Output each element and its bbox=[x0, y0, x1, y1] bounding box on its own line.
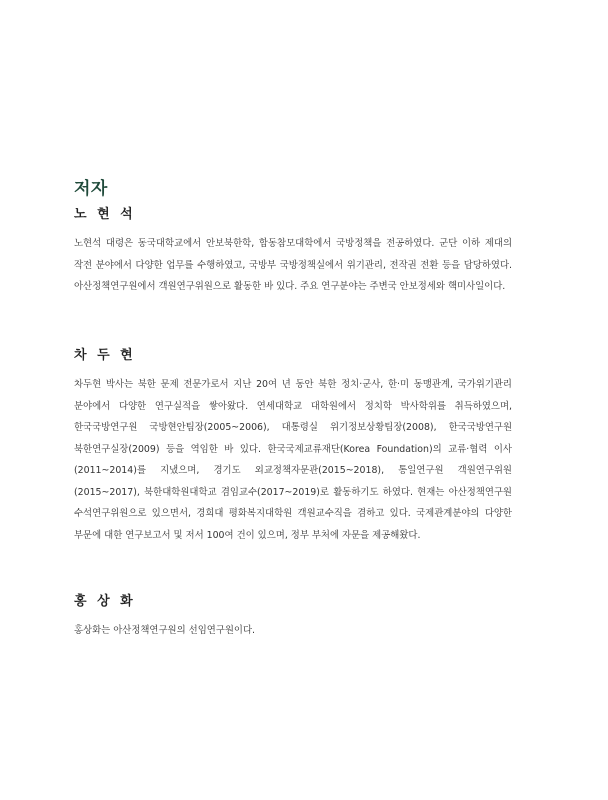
section-heading: 저자 bbox=[74, 179, 108, 199]
author-name: 홍 상 화 bbox=[74, 594, 136, 609]
author-name: 노 현 석 bbox=[74, 207, 136, 222]
author-entry bbox=[74, 346, 512, 546]
author-bio: 노현석 대령은 동국대학교에서 안보북한학, 합동참모대학에서 국방정책을 전공하였다. 군단 이하 제대의 작전 분야에서 다양한 업무를 수행하였고, 국방부 국방정책실에서 위기관리, 전작권 전환 등을 담당하였다. 아산정책연구원에서 객원연구위원으로 활동한 바 있다. 주요 연구분야는 주변국 안보정세와 핵미사일이다. bbox=[74, 238, 512, 292]
author-name: 차 두 현 bbox=[74, 348, 136, 363]
author-bio: 차두현 박사는 북한 문제 전문가로서 지난 20여 년 동안 북한 정치·군사, 한·미 동맹관계, 국가위기관리 분야에서 다양한 연구실적을 쌓아왔다. 연세대학교 대학원에서 정치학 박사학위를 취득하였으며, 한국국방연구원 국방현안팀장(2005~2006), 대통령실 위기정보상황팀장(2008), 한국국방연구원 북한연구실장(2009) 등을 역임한 바 있다. 한국국제교류재단(Korea Foundation)의 교류·협력 이사(2011~2014)를 지냈으며, 경기도 외교정책자문관(2015~2018), 통일연구원 객원연구위원(2015~2017), 북한대학원대학교 겸임교수(2017~2019)로 활동하기도 하였다. 현재는 아산정책연구원 수석연구위원으로 있으면서, 경희대 평화복지대학원 객원교수직을 겸하고 있다. 국제관계분야의 다양한 부문에 대한 연구보고서 및 저서 100여 건이 있으며, 정부 부처에 자문을 제공해왔다. bbox=[74, 379, 512, 541]
author-bio: 홍상화는 아산정책연구원의 선임연구원이다. bbox=[74, 625, 256, 636]
author-entry bbox=[74, 205, 512, 298]
author-entry bbox=[74, 592, 512, 642]
